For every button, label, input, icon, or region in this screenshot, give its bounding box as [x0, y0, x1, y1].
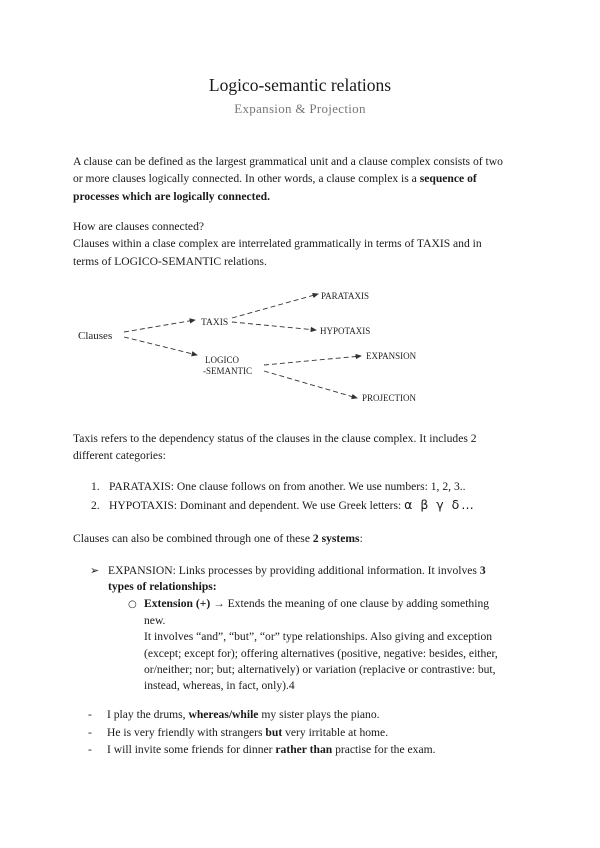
arrow-taxis-hypotaxis [232, 322, 316, 330]
intro-line-2: or more clauses logically connected. In other words, a clause complex is a sequence of [73, 172, 477, 186]
systems-line: Clauses can also be combined through one of these 2 systems: [73, 532, 363, 545]
question-paragraph [73, 218, 533, 270]
intro-bold-1: sequence of [419, 172, 477, 186]
node-taxis: TAXIS [201, 318, 229, 328]
taxis-list-item-1: 1. PARATAXIS: One clause follows on from another. We use numbers: 1, 2, 3.. [91, 480, 466, 493]
node-clauses: Clauses [78, 330, 113, 342]
arrow-logico-projection [264, 371, 357, 398]
page-subtitle: Expansion & Projection [234, 101, 366, 116]
list-item: - I will invite some friends for dinner rather than practise for the exam. [88, 743, 436, 756]
arrow-clauses-logico [124, 337, 197, 355]
question-body-2: terms of LOGICO-SEMANTIC relations. [73, 254, 267, 268]
arrow-bullet-icon: ➢ [90, 564, 100, 577]
list-item: - I play the drums, whereas/while my sister plays the piano. [88, 708, 380, 721]
intro-paragraph [73, 153, 533, 205]
intro-line-3: processes which are logically connected. [73, 189, 270, 203]
question-body-1: Clauses within a clase complex are interrelated grammatically in terms of TAXIS and in [73, 237, 482, 251]
taxis-paragraph [73, 430, 533, 465]
question-heading: How are clauses connected? [73, 220, 205, 233]
taxis-list-item-2: 2. HYPOTAXIS: Dominant and dependent. We use Greek letters: α β γ δ… [91, 497, 476, 512]
node-logico-2: -SEMANTIC [203, 366, 252, 376]
circle-bullet-icon: ○ [128, 599, 137, 610]
list-item: - He is very friendly with strangers but very irritable at home. [88, 725, 389, 739]
node-projection: PROJECTION [362, 393, 417, 403]
intro-line-1: A clause can be defined as the largest grammatical unit and a clause complex consists of two [73, 155, 503, 168]
arrow-logico-expansion [264, 356, 361, 365]
expansion-types: types of relationships: [108, 580, 217, 593]
taxis-line-2: different categories: [73, 449, 166, 463]
expansion-item: ➢ EXPANSION: Links processes by providing additional information. It involves 3 types of relationships: [90, 564, 486, 593]
greek-letters: α β γ δ… [404, 497, 476, 512]
page-title: Logico-semantic relations [208, 75, 392, 95]
taxis-diagram [72, 282, 442, 412]
arrow-taxis-parataxis [232, 294, 318, 318]
extension-item: ○ Extension (+) → Extends the meaning of one clause by adding something new. It involves “and”, “but”, “or” type relationships. Also giving and exception (except; except for); offering alternatives (positive, negative: besides, either, or/neither; nor; but; alternatively) or variation (replacive or contrastive: but, instead, whereas, in fact, only).4 [128, 597, 498, 693]
arrow-clauses-taxis [124, 320, 195, 332]
examples-list [88, 706, 436, 759]
node-logico-1: LOGICO [205, 355, 239, 365]
node-hypotaxis: HYPOTAXIS [320, 326, 371, 336]
node-expansion: EXPANSION [366, 351, 417, 361]
node-parataxis: PARATAXIS [321, 291, 369, 301]
taxis-line-1: Taxis refers to the dependency status of the clauses in the clause complex. It includes 2 [73, 432, 477, 445]
